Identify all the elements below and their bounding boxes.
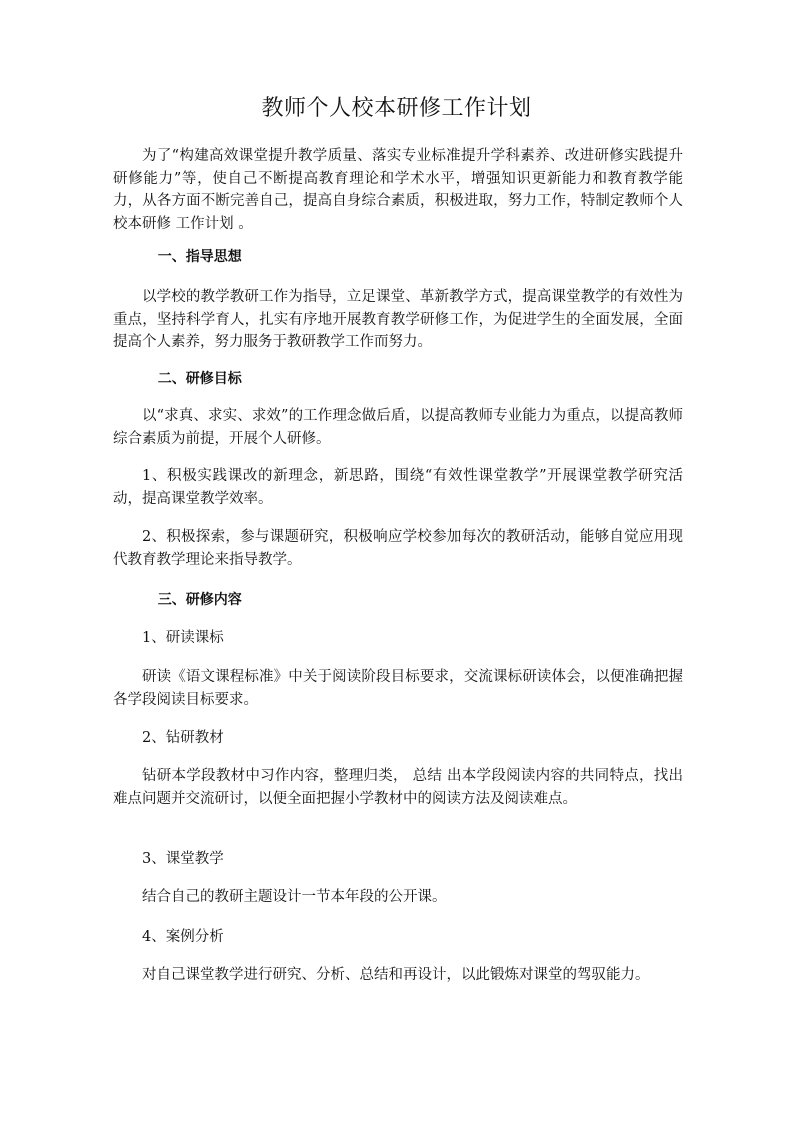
section2-item2: 2、积极探索，参与课题研究，积极响应学校参加每次的教研活动，能够自觉应用现代教育教学理论来指导教学。 [113, 529, 683, 568]
section3-heading: 三、研修内容 [157, 592, 242, 608]
section2-heading: 二、研修目标 [157, 371, 242, 387]
section3-sub2-body: 钻研本学段教材中习作内容，整理归类， 总结 出本学段阅读内容的共同特点，找出难点问题并交流研讨，以便全面把握小学教材中的阅读方法及阅读难点。 [113, 768, 683, 807]
section3-sub4-body-block [113, 964, 683, 987]
section3-sub4-title-block [113, 926, 683, 949]
section2-body-block [113, 405, 683, 450]
section3-sub1-title-block [113, 627, 683, 650]
section3-sub2-title-block [113, 727, 683, 750]
section2-heading-block [113, 368, 683, 391]
section3-sub4-body: 对自己课堂教学进行研究、分析、总结和再设计，以此锻炼对课堂的驾驭能力。 [142, 967, 650, 983]
section2-paragraph: 以“求真、求实、求效”的工作理念做后盾，以提高教师专业能力为重点，以提高教师综合素质为前提，开展个人研修。 [113, 408, 683, 447]
document-title: 教师个人校本研修工作计划 [261, 96, 532, 121]
section2-item1: 1、积极实践课改的新理念，新思路，围绕“有效性课堂教学”开展课堂教学研究活动，提高课堂教学效率。 [113, 468, 683, 507]
section1-heading: 一、指导思想 [157, 249, 242, 265]
section3-sub1-title: 1、研读课标 [142, 630, 224, 646]
section2-item2-block [113, 526, 683, 571]
section1-heading-block [113, 246, 683, 269]
section3-sub2-body-block [113, 765, 683, 810]
section3-sub1-body-block [113, 666, 683, 711]
section3-heading-block [113, 589, 683, 612]
section3-sub3-title: 3、课堂教学 [142, 851, 224, 867]
section2-item1-block [113, 465, 683, 510]
intro-paragraph: 为了“构建高效课堂提升教学质量、落实专业标准提升学科素养、改进研修实践提升研修能力”等，使自己不断提高教育理论和学术水平，增强知识更新能力和教育教学能力，从各方面不断完善自己，提高自身综合素质，积极进取，努力工作，特制定教师个人校本研修 工作计划 。 [113, 148, 683, 232]
section3-sub3-body: 结合自己的教研主题设计一节本年段的公开课。 [142, 889, 447, 905]
intro-block [113, 145, 683, 235]
section1-paragraph: 以学校的教学教研工作为指导，立足课堂、革新教学方式，提高课堂教学的有效性为重点，坚持科学育人，扎实有序地开展教育教学研修工作，为促进学生的全面发展，全面提高个人素养，努力服务于教研教学工作而努力。 [113, 289, 683, 350]
section3-sub3-title-block [113, 848, 683, 871]
section1-body-block [113, 286, 683, 354]
section3-sub2-title: 2、钻研教材 [142, 730, 224, 746]
section3-sub1-body: 研读《语文课程标准》中关于阅读阶段目标要求，交流课标研读体会，以便准确把握各学段阅读目标要求。 [113, 669, 683, 708]
section3-sub3-body-block [113, 886, 683, 909]
section3-sub4-title: 4、案例分析 [142, 929, 224, 945]
